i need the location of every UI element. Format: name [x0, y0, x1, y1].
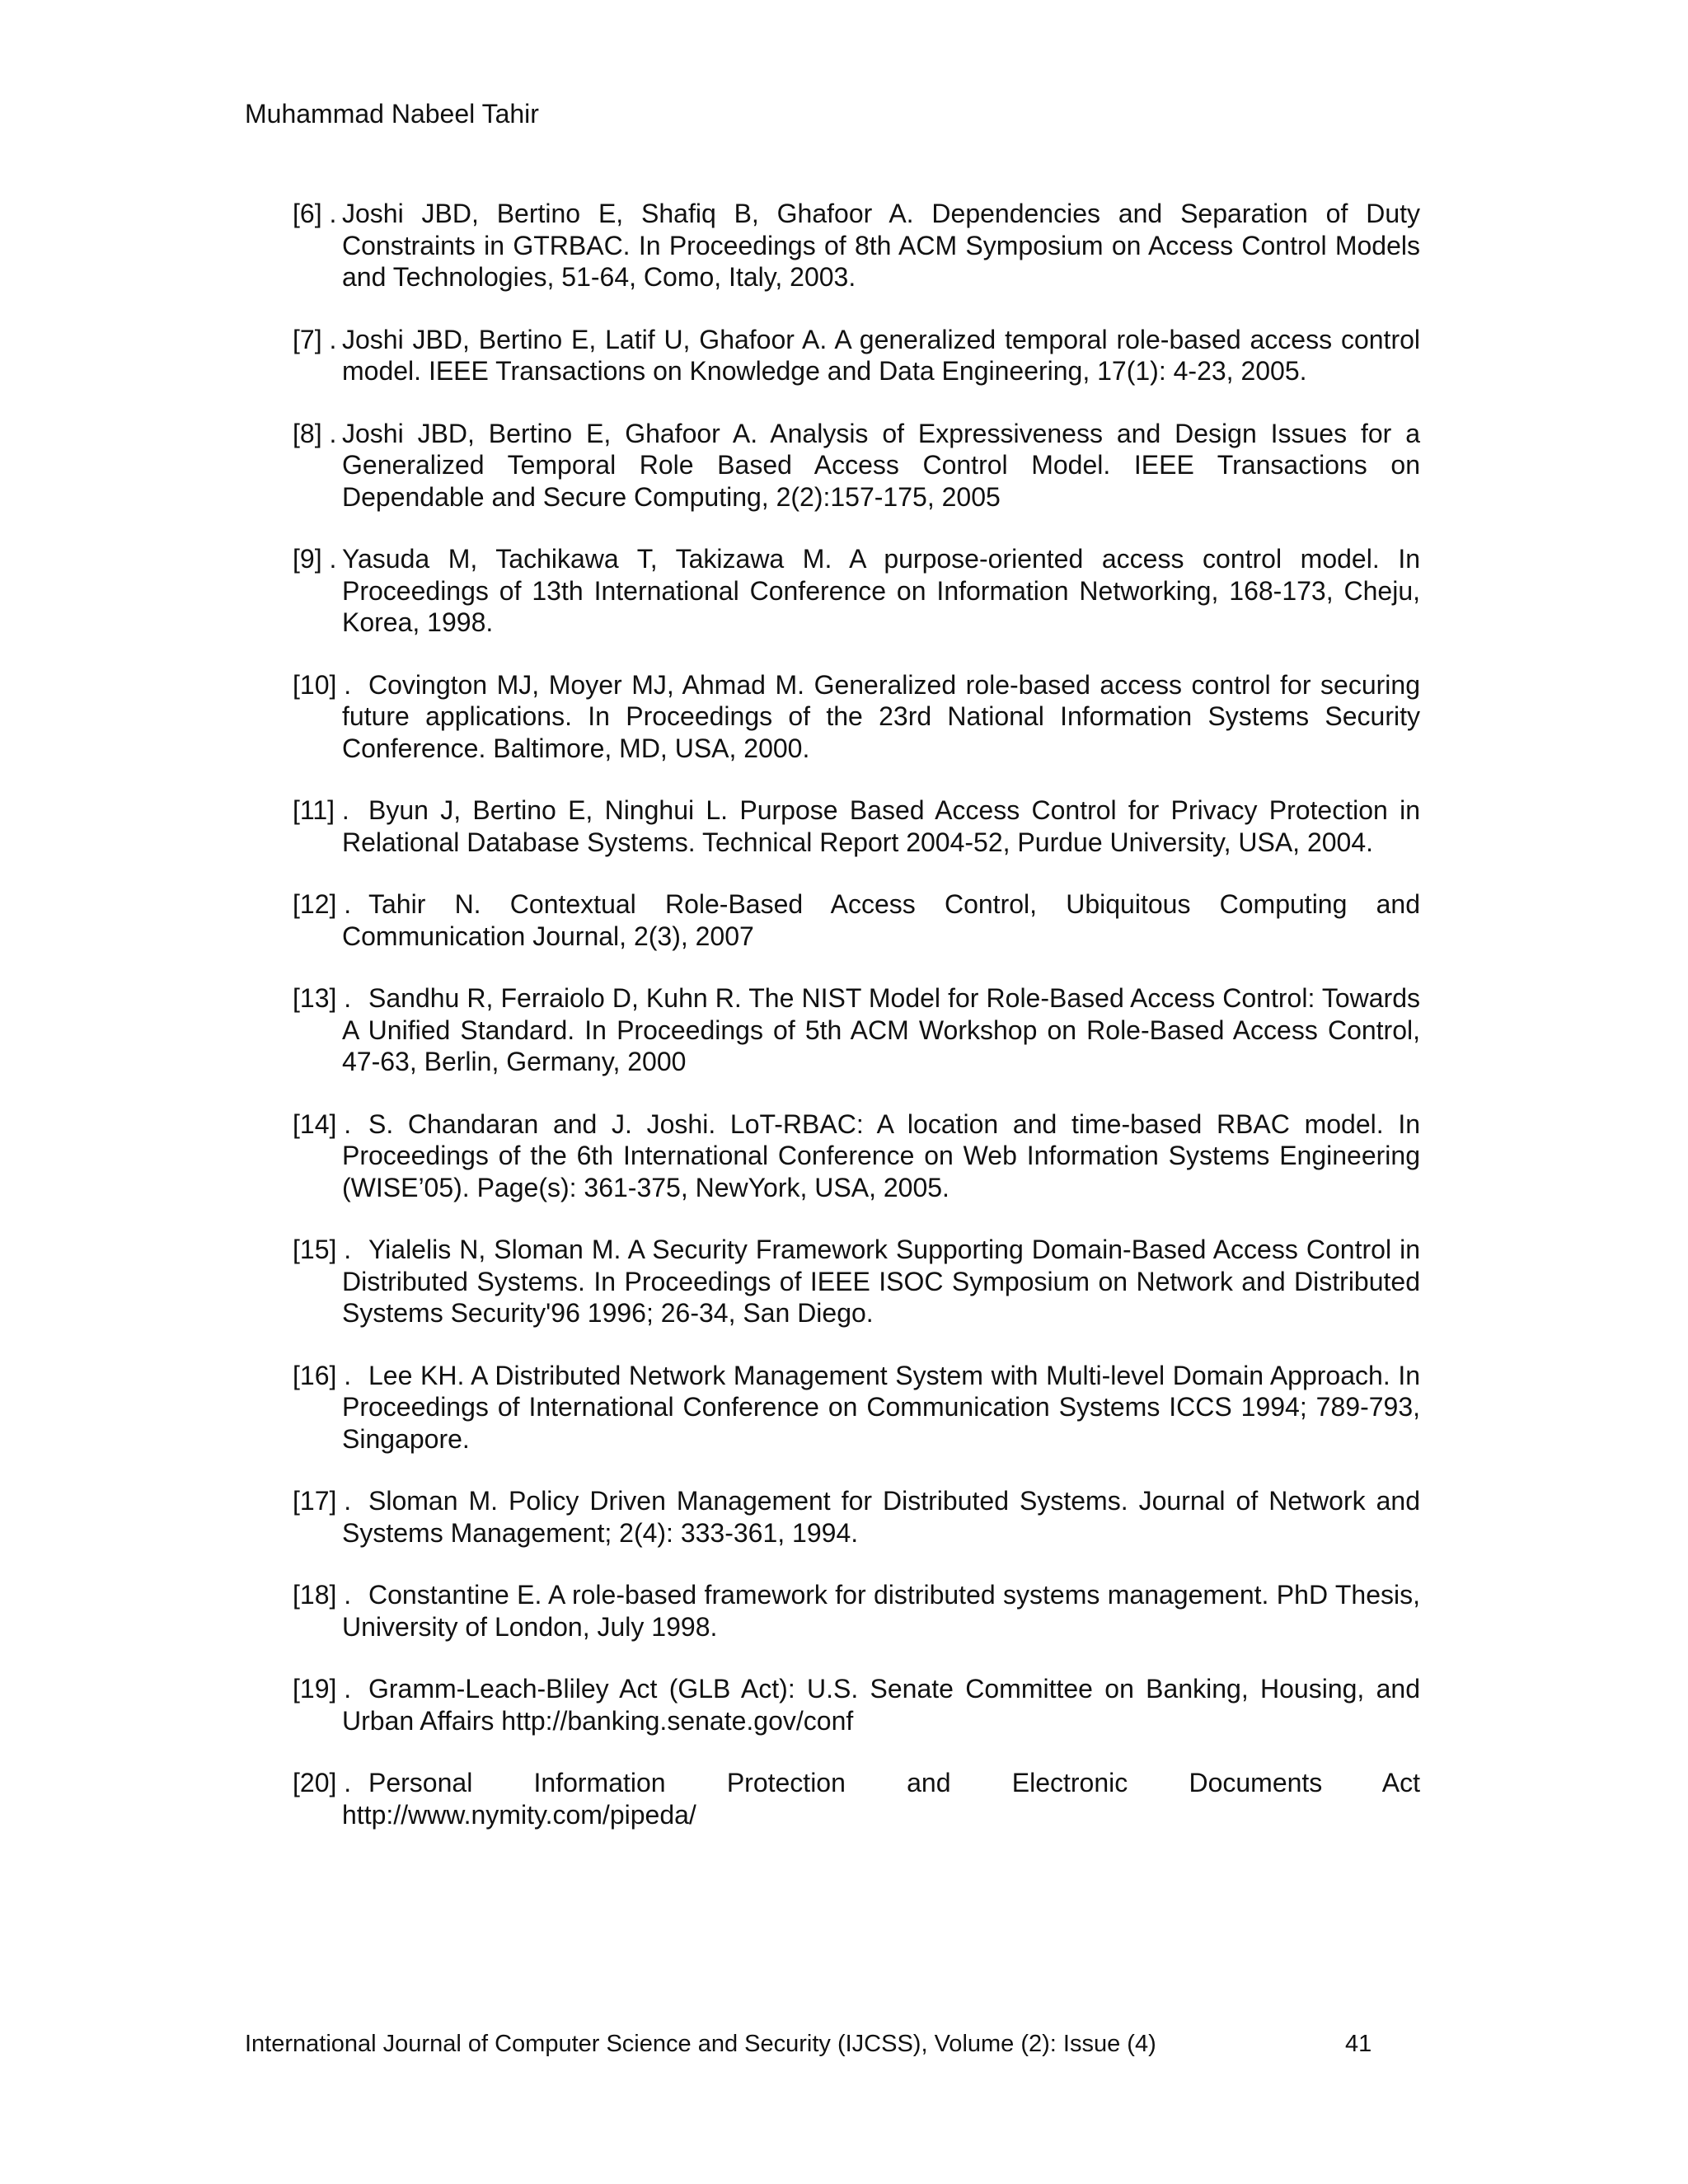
reference-text: Sandhu R, Ferraiolo D, Kuhn R. The NIST Model for Role-Based Access Control: Towards A Unified Standard. In Proceedings of 5th ACM Workshop on Role-Based Access Control, 47-63, Berlin, Germany, 2000: [342, 983, 1420, 1076]
reference-text: Joshi JBD, Bertino E, Shafiq B, Ghafoor A. Dependencies and Separation of Duty Constraints in GTRBAC. In Proceedings of 8th ACM Symposium on Access Control Models and Technologies, 51-64, Como, Italy, 2003.: [342, 199, 1420, 292]
reference-item: [293, 418, 1420, 513]
reference-item: [293, 198, 1420, 293]
reference-item: [293, 982, 1420, 1078]
reference-text: Sloman M. Policy Driven Management for Distributed Systems. Journal of Network and Systems Management; 2(4): 333-361, 1994.: [342, 1486, 1420, 1548]
reference-item: [293, 1579, 1420, 1643]
reference-number: [7] .: [293, 324, 337, 354]
reference-text: Yasuda M, Tachikawa T, Takizawa M. A purpose-oriented access control model. In Proceedings of 13th International Conference on Information Networking, 168-173, Cheju, Korea, 1998.: [342, 544, 1420, 637]
reference-number: [17] .: [293, 1486, 352, 1516]
reference-title-line: Personal Information Protection and Electronic Documents Act: [368, 1768, 1420, 1797]
reference-item: [293, 543, 1420, 639]
reference-text: Joshi JBD, Bertino E, Latif U, Ghafoor A. A generalized temporal role-based access control model. IEEE Transactions on Knowledge and Data Engineering, 17(1): 4-23, 2005.: [342, 324, 1420, 386]
reference-number: [15] .: [293, 1235, 352, 1264]
reference-number: [14] .: [293, 1108, 352, 1139]
reference-item: [293, 1767, 1420, 1830]
reference-item: [293, 794, 1420, 858]
reference-item: [293, 324, 1420, 387]
reference-item: [293, 888, 1420, 952]
reference-text: Gramm-Leach-Bliley Act (GLB Act): U.S. Senate Committee on Banking, Housing, and Urban Affairs http://banking.senate.gov/conf: [342, 1674, 1420, 1736]
reference-text: Joshi JBD, Bertino E, Ghafoor A. Analysis of Expressiveness and Design Issues for a Generalized Temporal Role Based Access Control Model. IEEE Transactions on Dependable and Secure Computing, 2(2):157-175, 2005: [342, 418, 1420, 512]
reference-number: [13] .: [293, 983, 352, 1013]
reference-number: [16] .: [293, 1360, 352, 1390]
reference-text: Covington MJ, Moyer MJ, Ahmad M. Generalized role-based access control for securing future applications. In Proceedings of the 23rd National Information Systems Security Conference. Baltimore, MD, USA, 2000.: [342, 669, 1420, 763]
reference-item: [293, 1360, 1420, 1455]
reference-text: Constantine E. A role-based framework for distributed systems management. PhD Thesis, University of London, July 1998.: [342, 1580, 1420, 1642]
reference-number: [19] .: [293, 1674, 352, 1704]
reference-number: [10] .: [293, 669, 352, 700]
reference-text: Yialelis N, Sloman M. A Security Framework Supporting Domain-Based Access Control in Distributed Systems. In Proceedings of IEEE ISOC Symposium on Network and Distributed Systems Security'96 1996; 26-34, San Diego.: [342, 1235, 1420, 1328]
running-head-author: Muhammad Nabeel Tahir: [245, 99, 539, 129]
footer-journal-citation: International Journal of Computer Science and Security (IJCSS), Volume (2): Issue (4): [245, 2031, 1156, 2057]
reference-item: [293, 1485, 1420, 1549]
reference-number: [8] .: [293, 418, 337, 448]
reference-number: [6] .: [293, 199, 337, 228]
reference-number: [18] .: [293, 1580, 352, 1610]
reference-url: http://www.nymity.com/pipeda/: [342, 1799, 696, 1830]
reference-item: [293, 669, 1420, 765]
reference-text: [342, 1767, 1420, 1830]
reference-item: [293, 1108, 1420, 1204]
reference-list: [293, 198, 1420, 1861]
reference-text: Byun J, Bertino E, Ninghui L. Purpose Based Access Control for Privacy Protection in Relational Database Systems. Technical Report 2004-52, Purdue University, USA, 2004.: [342, 795, 1420, 857]
reference-text: Tahir N. Contextual Role-Based Access Control, Ubiquitous Computing and Communication Journal, 2(3), 2007: [342, 889, 1420, 951]
reference-number: [9] .: [293, 544, 337, 574]
reference-number: [11] .: [293, 795, 349, 825]
reference-item: [293, 1234, 1420, 1329]
reference-number: [12] .: [293, 889, 352, 919]
reference-item: [293, 1673, 1420, 1736]
reference-text: Lee KH. A Distributed Network Management System with Multi-level Domain Approach. In Proceedings of International Conference on Communication Systems ICCS 1994; 789-793, Singapore.: [342, 1360, 1420, 1454]
page-number: 41: [1345, 2031, 1372, 2057]
reference-text: S. Chandaran and J. Joshi. LoT-RBAC: A location and time-based RBAC model. In Proceedings of the 6th International Conference on Web Information Systems Engineering (WISE’05). Page(s): 361-375, NewYork, USA, 2005.: [342, 1108, 1420, 1202]
reference-number: [20] .: [293, 1768, 352, 1797]
